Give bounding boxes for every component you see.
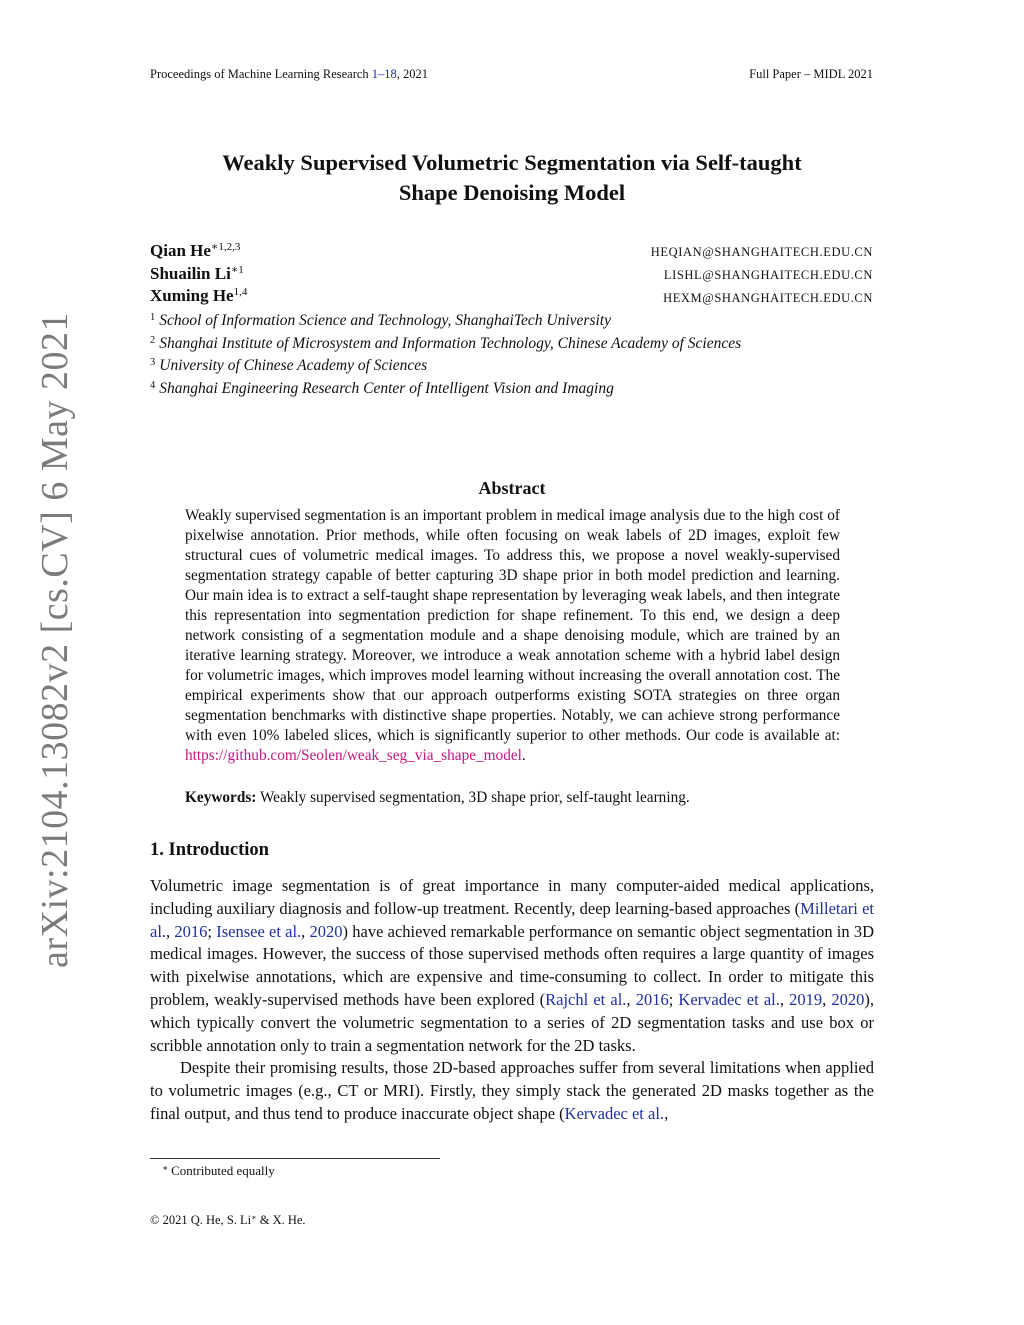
introduction-body [150,875,874,1126]
text-run: ) have achieved remarkable performance on semantic object segmentation in 3D medical images. However, the success of those supervised methods often requires a large quantity of images with pixelwise annotations, which are expensive and time-consuming to collect. In order to mitigate this problem, weakly-supervised methods have been explored ( [150,921,875,1009]
proceedings-text: Proceedings of Machine Learning Research [150,67,372,81]
footnote-text: Contributed equally [171,1163,275,1178]
author-name: Shuailin Li [150,264,231,283]
citation-link[interactable]: Isensee et al. [216,921,302,941]
citation-link[interactable]: Kervadec et al. [564,1103,665,1123]
author-3-email[interactable]: HEXM@SHANGHAITECH.EDU.CN [663,291,873,305]
code-url-link[interactable]: https://github.com/Seolen/weak_seg_via_shape_model [185,747,522,764]
page-range-link[interactable]: 1–18 [371,67,397,81]
author-1-email[interactable]: HEQIAN@SHANGHAITECH.EDU.CN [650,245,873,259]
paragraph-2 [150,1057,874,1125]
text-run: , [822,989,832,1009]
copyright-text: © 2021 Q. He, S. Li [150,1213,252,1227]
author-name: Qian He [150,241,211,260]
section-heading-introduction: 1. Introduction [150,840,269,860]
title-line-1: Weakly Supervised Volumetric Segmentation via Self-taught [222,150,802,175]
affiliation-number: 2 [150,335,156,346]
text-run: Volumetric image segmentation is of great importance in many computer-aided medical applications, including auxiliary diagnosis and follow-up treatment. Recently, deep learning-based approaches ( [150,876,874,918]
text-run: , [779,989,790,1009]
citation-link[interactable]: Milletari et al. [150,898,874,941]
citation-link[interactable]: Rajchl et al. [545,989,627,1009]
text-run: , [166,921,175,941]
citation-link[interactable]: 2016 [635,989,669,1009]
citation-link[interactable]: 2016 [174,921,208,941]
arxiv-side-stamp: arXiv:2104.13082v2 [cs.CV] 6 May 2021 [34,312,76,968]
citation-link[interactable]: Kervadec et al. [678,989,780,1009]
text-run: ; [668,989,679,1009]
keywords [185,789,840,807]
copyright-line [150,1213,306,1228]
affiliation-3 [150,357,427,375]
affiliation-number: 4 [150,380,156,391]
abstract-body [185,506,840,766]
text-run: ), which typically convert the volumetric segmentation to a series of 2D segmentation tasks and use box or scribble annotation only to train a segmentation network for the 2D tasks. [150,989,875,1055]
footnote-divider [150,1158,440,1159]
author-affil-mark: ∗1,2,3 [210,241,241,253]
affiliation-4 [150,380,614,398]
title-line-2: Shape Denoising Model [398,180,626,205]
copyright-authors-end: & X. He. [256,1213,306,1227]
citation-link[interactable]: 2019 [789,989,823,1009]
citation-link[interactable]: 2020 [309,921,343,941]
affiliation-number: 3 [150,357,156,368]
author-affil-mark: ∗1 [230,264,244,276]
running-header-right: Full Paper – MIDL 2021 [749,67,873,81]
citation-link[interactable]: 2020 [831,989,865,1009]
author-2 [150,263,244,284]
footnote [162,1163,275,1179]
proceedings-year: , 2021 [396,67,429,81]
abstract-end: . [521,747,526,764]
author-1 [150,240,240,261]
keywords-label: Keywords: [185,789,257,806]
affiliation-text: Shanghai Institute of Microsystem and Information Technology, Chinese Academy of Sciences [159,335,742,352]
abstract-text: Weakly supervised segmentation is an important problem in medical image analysis due to the high cost of pixelwise annotation. Prior methods, while often focusing on weak labels of 2D images, exploit few structural cues of volumetric medical images. To address this, we propose a novel weakly-supervised segmentation strategy capable of better capturing 3D shape prior in both model prediction and learning. Our main idea is to extract a self-taught shape representation by leveraging weak labels, and then integrate this representation into segmentation prediction for shape refinement. To this end, we design a deep network consisting of a segmentation module and a shape denoising module, which are trained by an iterative learning strategy. Moreover, we introduce a weak annotation scheme with a hybrid label design for volumetric images, which improves model learning without increasing the overall annotation cost. The empirical experiments show that our approach outperforms existing SOTA strategies on three organ segmentation benchmarks with distinctive shape properties. Notably, we can achieve strong performance with even 10% labeled slices, which is significantly superior to other methods. Our code is available at: [185,507,840,744]
affiliation-text: School of Information Science and Technology, ShanghaiTech University [159,312,611,329]
text-run: ; [207,921,217,941]
affiliation-text: Shanghai Engineering Research Center of Intelligent Vision and Imaging [159,380,614,397]
author-3 [150,286,247,306]
affiliation-text: University of Chinese Academy of Sciences [159,357,428,374]
keywords-text: Weakly supervised segmentation, 3D shape prior, self-taught learning. [256,789,690,806]
running-header-left [150,67,428,82]
author-name: Xuming He [150,286,234,305]
affiliation-number: 1 [150,312,156,323]
text-run: , [626,989,636,1009]
author-affil-mark: 1,4 [233,286,248,298]
author-2-email[interactable]: LISHL@SHANGHAITECH.EDU.CN [663,268,873,282]
abstract-heading: Abstract [478,478,546,498]
copyright-mark: ∗ [251,1213,257,1222]
text-run: , [664,1103,669,1123]
text-run: Despite their promising results, those 2D-based approaches suffer from several limitations when applied to volumetric images (e.g., CT or MRI). Firstly, they simply stack the generated 2D masks together as the final output, and thus tend to produce inaccurate object shape ( [150,1058,874,1123]
paragraph-1 [150,875,874,1057]
affiliation-1 [150,312,611,330]
affiliation-2 [150,335,741,353]
footnote-mark: ∗ [162,1163,169,1173]
paper-title [150,148,874,208]
text-run: , [301,921,310,941]
